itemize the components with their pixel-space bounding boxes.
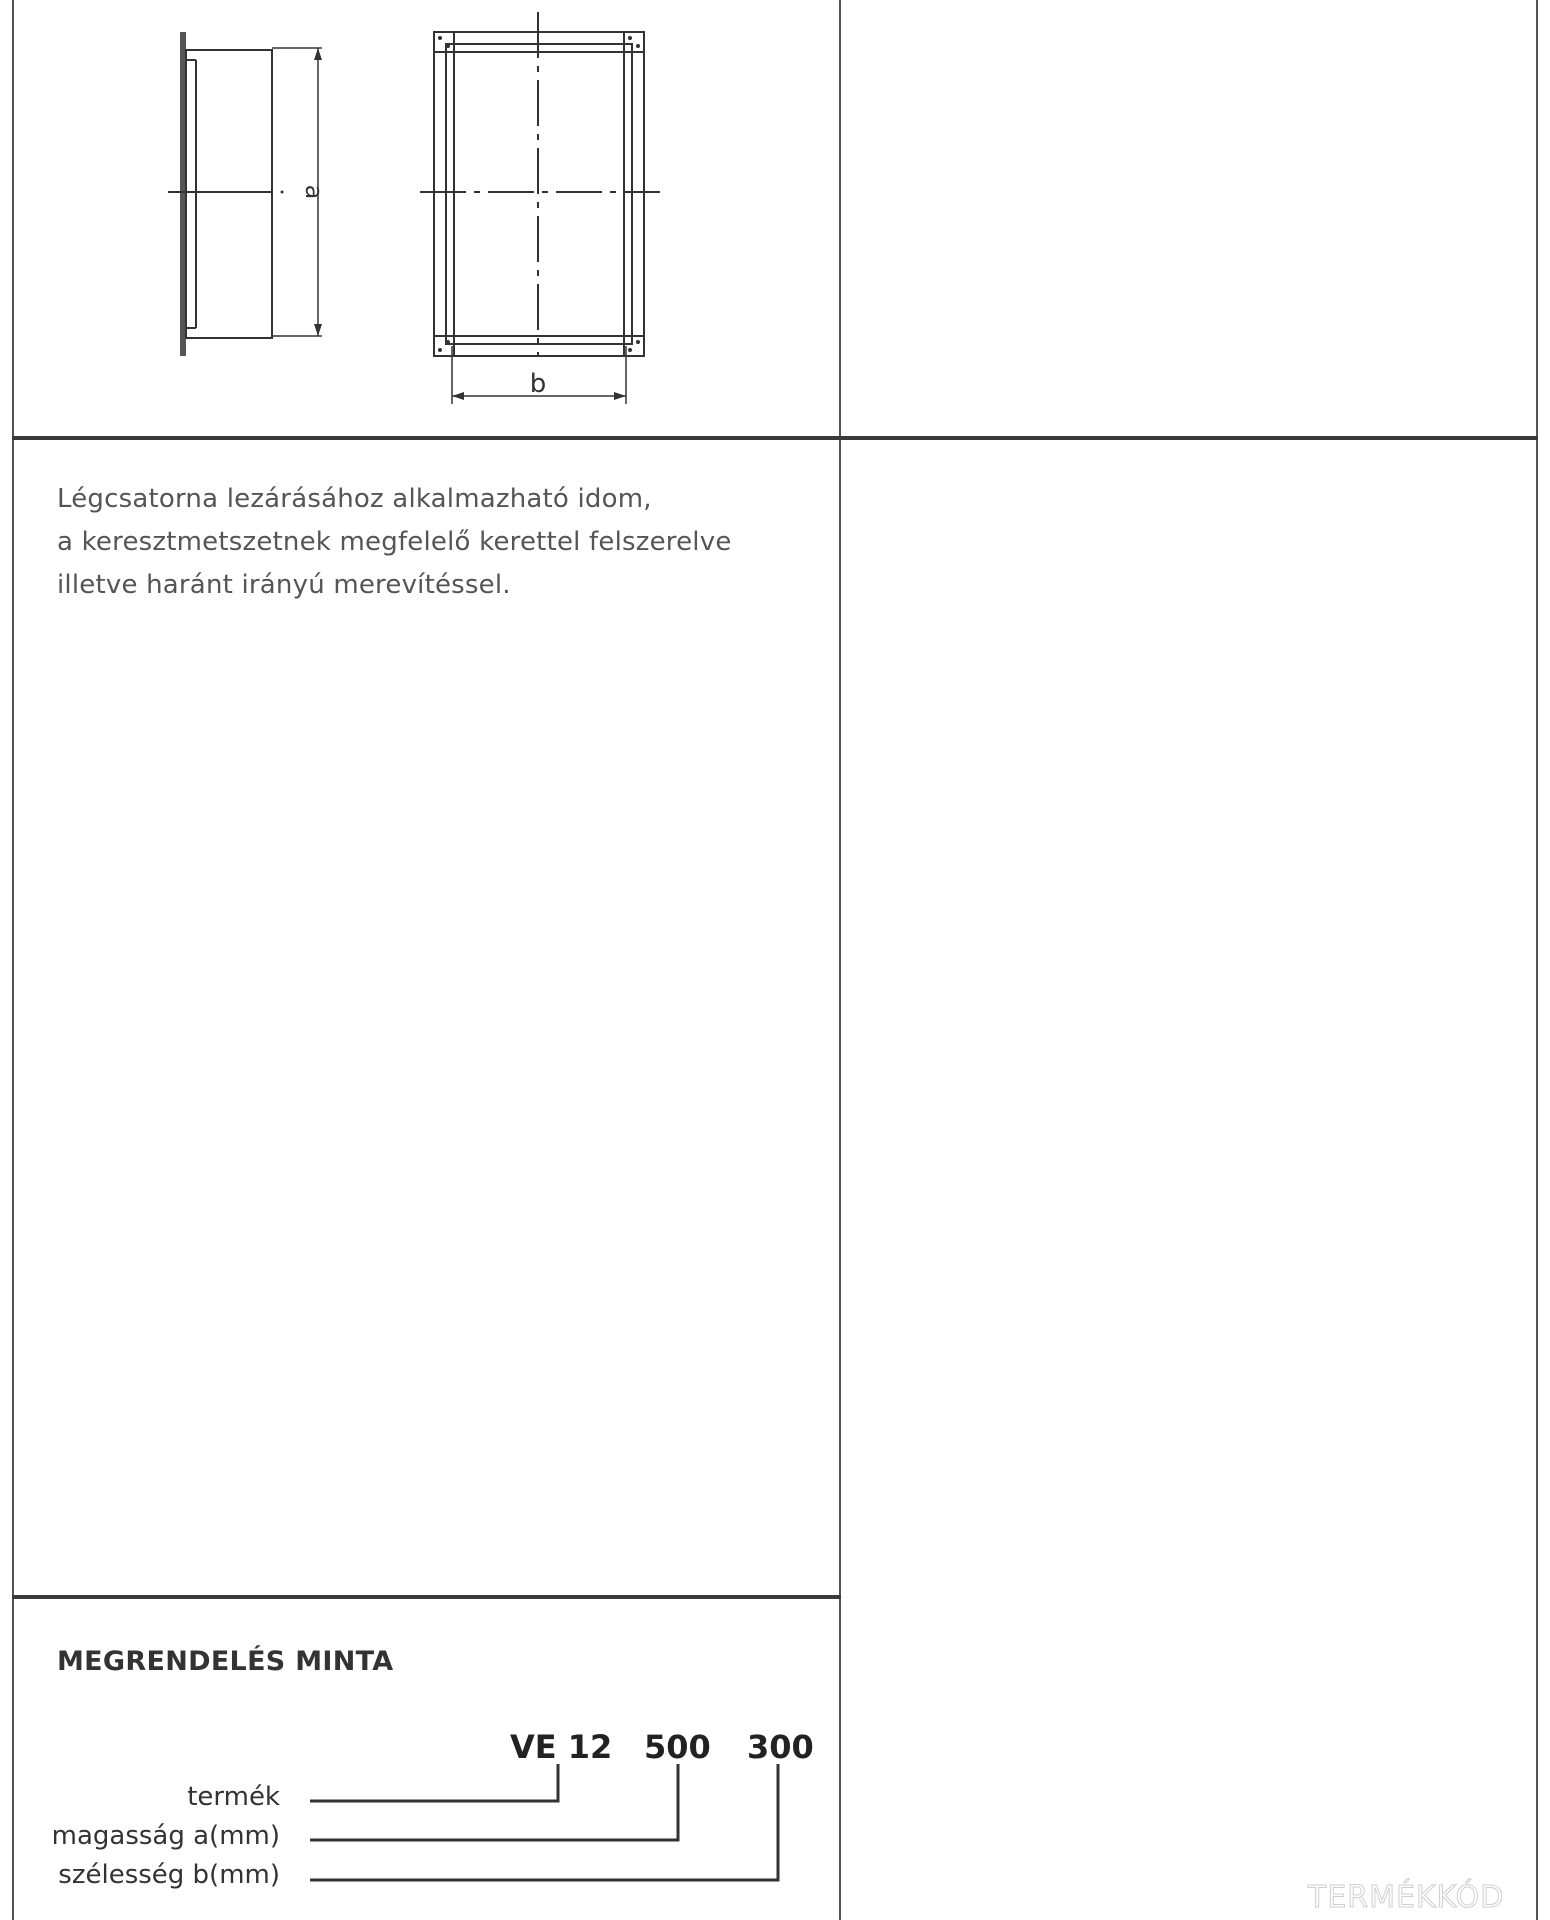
description-line: Légcsatorna lezárásához alkalmazható idom, (57, 484, 652, 514)
product-code-footer: TERMÉKKÓD (1308, 1880, 1505, 1915)
label-height: magasság a(mm) (51, 1821, 280, 1851)
description-line: a keresztmetszetnek megfelelő kerettel felszerelve (57, 527, 732, 557)
order-sample-title: MEGRENDELÉS MINTA (57, 1646, 394, 1677)
product-description (57, 478, 817, 607)
width-code: 300 (747, 1728, 814, 1766)
dimension-a-label: a (300, 184, 328, 200)
order-section-rule (12, 1595, 841, 1599)
dimension-b-label: b (529, 369, 547, 399)
product-code: VE 12 (510, 1728, 613, 1766)
description-line: illetve haránt irányú merevítéssel. (57, 570, 511, 600)
height-code: 500 (644, 1728, 711, 1766)
label-width: szélesség b(mm) (58, 1860, 280, 1890)
technical-drawing (0, 0, 1550, 440)
front-view (420, 12, 660, 404)
label-product: termék (187, 1782, 280, 1812)
side-view (168, 32, 322, 356)
